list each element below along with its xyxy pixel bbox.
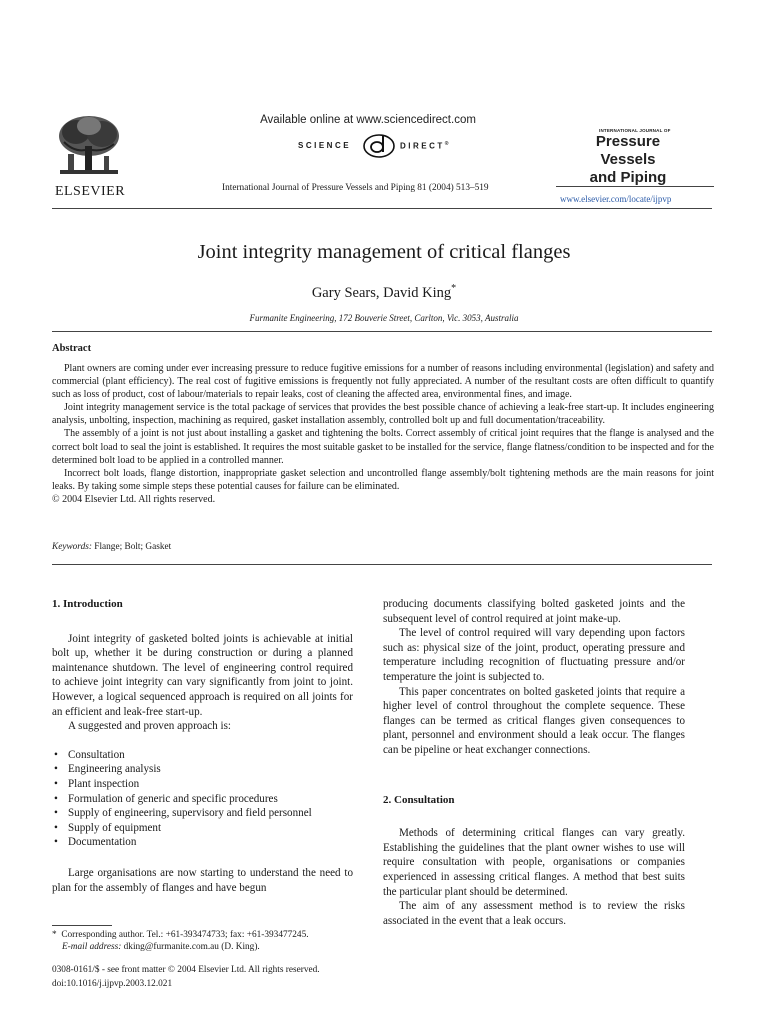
abstract-body <box>52 362 714 506</box>
sd-left-text: SCIENCE <box>298 141 352 150</box>
doi-text[interactable]: doi:10.1016/j.ijpvp.2003.12.021 <box>52 979 173 989</box>
title-divider <box>52 331 712 332</box>
body-paragraph: The level of control required will vary depending upon factors such as: physical size of the joint, product, operating pressure and temperature including recognition of fluctuating pressure and/or temperature the joint is subjected to. <box>383 627 685 683</box>
abstract-paragraph: Plant owners are coming under ever increasing pressure to reduce fugitive emissions for a number of reasons including environmental (legislation) and safety and commercial (plant efficiency). The real cost of fugitive emissions is frequently not fully appreciated. A number of the resultant costs are often difficult to quantify such as loss of product, cost of labour/materials to repair leaks, cost of cleaning the affected area, environmental fines, and image. <box>52 363 714 401</box>
sd-right-text: DIRECT® <box>400 141 451 151</box>
list-item: • Supply of engineering, supervisory and field personnel <box>52 806 353 821</box>
left-column <box>52 597 353 895</box>
footnote <box>52 929 362 954</box>
keywords <box>52 542 171 552</box>
list-item: • Consultation <box>52 748 353 763</box>
right-column <box>383 597 685 928</box>
list-item: • Formulation of generic and specific procedures <box>52 792 353 807</box>
journal-logo <box>572 128 702 187</box>
section-heading-consultation: 2. Consultation <box>383 793 455 806</box>
body-paragraph: This paper concentrates on bolted gasketed joints that require a higher level of control throughout the complete sequence. These flanges can be termed as critical flanges given consequences to plant, personnel and environment should a leak occur. The flanges can be pipeline or heat exchanger connections. <box>383 685 685 756</box>
sciencedirect-d-icon <box>362 132 396 158</box>
elsevier-logo <box>50 112 130 199</box>
body-paragraph: producing documents classifying bolted gasketed joints and the subsequent level of control required at joint make-up. <box>383 598 685 625</box>
body-paragraph: Joint integrity of gasketed bolted joints is achievable at initial bolt up, whether it be during construction or during a planned maintenance shutdown. The level of engineering control required to achieve joint integrity can vary significantly from joint to joint. However, a logical sequenced approach is required on all joints for an efficient and leak-free start-up. <box>52 632 353 718</box>
list-item: • Engineering analysis <box>52 762 353 777</box>
elsevier-tree-icon <box>54 112 124 178</box>
author-footnote-mark[interactable]: * <box>451 283 457 294</box>
front-matter <box>52 963 372 991</box>
available-online-text: Available online at www.sciencedirect.com <box>260 114 476 126</box>
abstract-paragraph: Incorrect bolt loads, flange distortion, inappropriate gasket selection and uncontrolled flange assembly/bolt tightening methods are the main reasons for joint leaks. By taking some simple steps these potential causes for failure can be eliminated. <box>52 467 714 492</box>
journal-logo-small: INTERNATIONAL JOURNAL OF <box>599 128 671 133</box>
body-paragraph: Methods of determining critical flanges can vary greatly. Establishing the guidelines that the plant owner wishes to use will require consultation with people, organisations or companies experienced in assessing critical flanges. A method that best suits the particular plant should be determined. <box>383 827 685 898</box>
abstract-paragraph: The assembly of a joint is not just about installing a gasket and tightening the bolts. Correct assembly of critical joint requires that the flange is analysed and the correct bolt load to seal the joint is established. It requires the most suitable gasket to be installed for the service, flange flatness/condition to be inspected and for the determined bolt load to be applied in a controlled manner. <box>52 428 714 466</box>
header-divider <box>52 208 712 209</box>
article-authors: Gary Sears, David King* <box>311 283 457 301</box>
abstract-paragraph: Joint integrity management service is the total package of services that provides the best possible chance of achieving a leak-free start-up. It includes engineering analysis, unbolting, inspection, machining as required, gasket installation assembly, controlled bolt up and full documentation/traceability. <box>52 402 714 427</box>
footnote-email-label: E-mail address: <box>62 942 122 953</box>
list-item: • Documentation <box>52 835 353 850</box>
front-matter-text: 0308-0161/$ - see front matter © 2004 Elsevier Ltd. All rights reserved. <box>52 965 320 975</box>
footnote-email-link[interactable]: dking@furmanite.com.au (D. King). <box>123 942 260 953</box>
approach-list <box>52 748 353 850</box>
footnote-text: Corresponding author. Tel.: +61-393474733; fax: +61-393477245. <box>61 930 309 940</box>
journal-logo-rule <box>556 186 714 187</box>
sciencedirect-logo <box>298 132 468 158</box>
abstract-divider <box>52 564 712 565</box>
keywords-label: Keywords: <box>52 542 92 552</box>
body-paragraph: The aim of any assessment method is to review the risks associated in the event that a leak occurs. <box>383 900 685 927</box>
footnote-mark: * <box>52 930 57 940</box>
journal-url-link[interactable]: www.elsevier.com/locate/ijpvp <box>560 194 672 204</box>
author-affiliation: Furmanite Engineering, 172 Bouverie Street, Carlton, Vic. 3053, Australia <box>249 313 519 323</box>
abstract-copyright: © 2004 Elsevier Ltd. All rights reserved. <box>52 493 216 505</box>
journal-citation: International Journal of Pressure Vessels and Piping 81 (2004) 513–519 <box>222 183 489 193</box>
section-heading-introduction: 1. Introduction <box>52 598 123 610</box>
list-item: • Supply of equipment <box>52 821 353 836</box>
publisher-name: ELSEVIER <box>54 184 126 199</box>
journal-logo-line2: and Piping <box>589 169 667 186</box>
footnote-divider <box>52 925 112 926</box>
body-paragraph: A suggested and proven approach is: <box>68 720 231 733</box>
abstract-heading: Abstract <box>52 343 92 354</box>
body-paragraph: Large organisations are now starting to understand the need to plan for the assembly of flanges and have begun <box>52 866 353 894</box>
keywords-list: Flange; Bolt; Gasket <box>94 542 172 552</box>
article-title: Joint integrity management of critical flanges <box>197 241 571 263</box>
journal-logo-line1: Pressure Vessels <box>595 133 661 168</box>
list-item: • Plant inspection <box>52 777 353 792</box>
